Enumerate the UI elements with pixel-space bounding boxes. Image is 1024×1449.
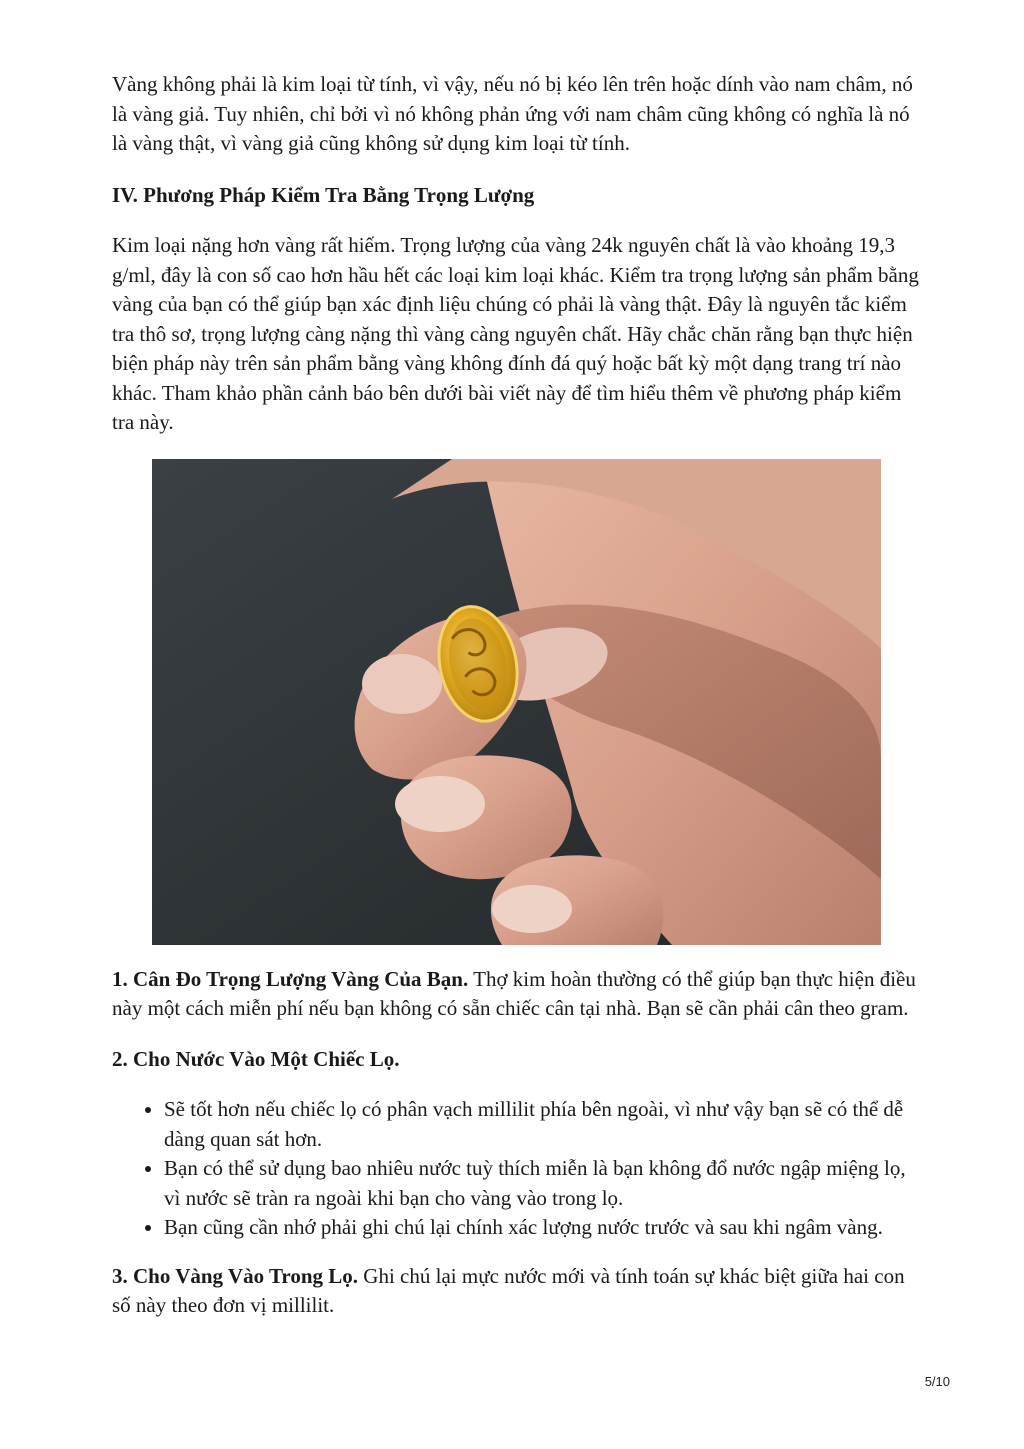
step1-paragraph [112, 965, 922, 1024]
section-heading: IV. Phương Pháp Kiểm Tra Bằng Trọng Lượng [112, 182, 535, 207]
list-item: • Bạn có thể sử dụng bao nhiêu nước tuỳ thích miễn là bạn không đổ nước ngập miệng lọ, vì nước sẽ tràn ra ngoài khi bạn cho vàng vào trong lọ. [164, 1154, 922, 1213]
gold-ring-illustration [152, 459, 881, 945]
page-number: 5/10 [924, 1374, 950, 1389]
list-item: • Bạn cũng cần nhớ phải ghi chú lại chính xác lượng nước trước và sau khi ngâm vàng. [164, 1213, 922, 1243]
intro-paragraph: Vàng không phải là kim loại từ tính, vì vậy, nếu nó bị kéo lên trên hoặc dính vào nam châm, nó là vàng giả. Tuy nhiên, chỉ bởi vì nó không phản ứng với nam châm cũng không có nghĩa là nó là vàng thật, vì vàng giả cũng không sử dụng kim loại từ tính. [112, 72, 913, 155]
list-item: • Sẽ tốt hơn nếu chiếc lọ có phân vạch millilit phía bên ngoài, vì như vậy bạn sẽ có thể dễ dàng quan sát hơn. [164, 1095, 922, 1154]
step3-text: Ghi chú lại mực nước mới và tính toán sự khác biệt giữa hai con số này theo đơn vị millilit. [112, 1263, 905, 1317]
page-content [112, 70, 922, 1321]
weight-paragraph: Kim loại nặng hơn vàng rất hiếm. Trọng lượng của vàng 24k nguyên chất là vào khoảng 19,3 g/ml, đây là con số cao hơn hầu hết các loại kim loại khác. Kiểm tra trọng lượng sản phẩm bằng vàng của bạn có thể giúp bạn xác định liệu chúng có phải là vàng thật. Đây là nguyên tắc kiểm tra thô sơ, trọng lượng càng nặng thì vàng càng nguyên chất. Hãy chắc chăn rằng bạn thực hiện biện pháp này trên sản phẩm bằng vàng không đính đá quý hoặc bất kỳ một dạng trang trí nào khác. Tham khảo phần cảnh báo bên dưới bài viết này để tìm hiểu thêm về phương pháp kiểm tra này. [112, 233, 919, 434]
step2-bullet-list [112, 1095, 922, 1243]
step3-paragraph [112, 1262, 922, 1321]
step1-text: Thợ kim hoàn thường có thể giúp bạn thực hiện điều này một cách miễn phí nếu bạn không có sẵn chiếc cân tại nhà. Bạn sẽ cần phải cân theo gram. [112, 966, 916, 1020]
gold-ring-photo [152, 459, 881, 945]
step1-title: 1. Cân Đo Trọng Lượng Vàng Của Bạn. [112, 966, 469, 991]
step3-title: 3. Cho Vàng Vào Trong Lọ. [112, 1263, 359, 1288]
step2-title: 2. Cho Nước Vào Một Chiếc Lọ. [112, 1046, 400, 1071]
